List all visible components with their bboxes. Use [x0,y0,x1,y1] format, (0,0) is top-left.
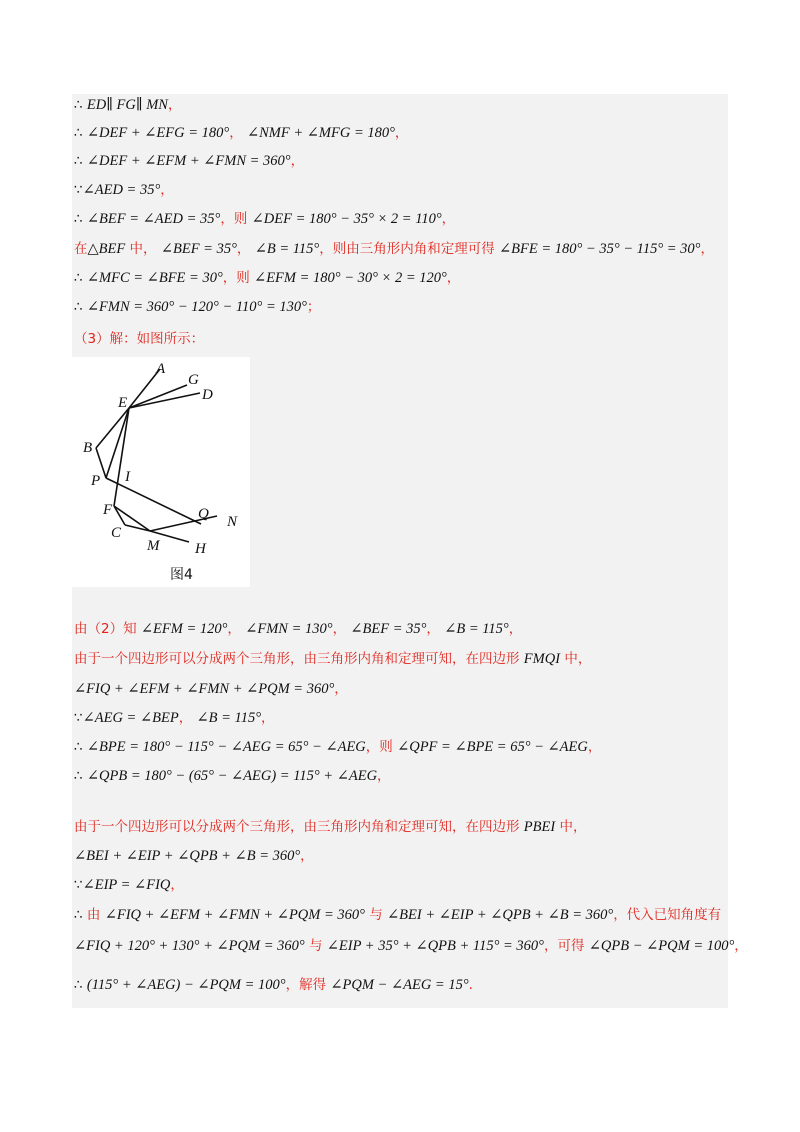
text-fragment: ， [508,621,523,637]
math-expression: ∠EFM = 120° [140,621,228,637]
text-fragment: 由于一个四边形可以分成两个三角形，由三角形内角和定理可知，在四边形 [74,819,524,835]
math-expression: ∠BEF = 35° [350,621,427,637]
text-fragment: ， [426,621,445,637]
math-expression: ∠DEF + ∠EFG = 180° [86,125,230,141]
math-expression: ∠QPF = ∠BPE = 65° − ∠AEG [397,739,588,755]
math-expression: ∠B = 115° [254,241,320,257]
math-expression: ∠FIQ + ∠EFM + ∠FMN + ∠PQM = 360° [104,907,365,923]
label-G: G [188,372,199,388]
solution-line [74,680,348,698]
text-fragment: ， [229,125,247,141]
math-expression: △BEF [87,241,126,257]
solution-line [74,937,748,955]
math-expression: ∠PQM − ∠AEG = 15° [330,977,469,993]
text-fragment: 由于一个四边形可以分成两个三角形，由三角形内角和定理可知，在四边形 [74,651,524,667]
math-expression: ∠BEI + ∠EIP + ∠QPB + ∠B = 360° [387,907,614,923]
math-expression: PBEI [523,819,556,835]
text-fragment: ，则 [220,211,252,227]
math-expression: ∠BFE = 180° − 35° − 115° = 30° [499,241,701,257]
text-fragment: （3）解：如图所示： [74,331,205,347]
math-expression: (115° + ∠AEG) − ∠PQM = 100° [86,977,286,993]
label-Q: Q [198,506,209,522]
figure-4-diagram [72,357,250,587]
math-expression: ∠FIQ + 120° + 130° + ∠PQM = 360° [74,938,305,954]
text-fragment: ∵ [74,877,83,893]
text-fragment: . [468,977,473,993]
solution-line [74,210,455,228]
text-fragment: ， [178,710,197,726]
solution-line [74,709,275,727]
text-fragment: ∴ [74,768,87,784]
math-expression: ∠EFM = 180° − 30° × 2 = 120° [254,270,447,286]
solution-line [74,876,184,894]
text-fragment: ， [446,270,461,286]
solution-line [74,124,408,142]
text-fragment: ∴ [74,977,87,993]
math-expression: FMQI [523,651,561,667]
math-expression: ∠EIP + 35° + ∠QPB + 115° = 360° [326,938,544,954]
text-fragment: 与 [304,938,327,954]
text-fragment: ， [441,211,456,227]
text-fragment: ； [306,299,321,315]
solution-line [74,298,320,316]
text-fragment: ， [734,938,748,954]
text-fragment: ∴ [74,739,87,755]
solution-line [74,330,204,348]
text-fragment: ， [700,241,714,257]
math-expression: ∠B = 115° [444,621,509,637]
text-fragment: ， [332,621,351,637]
math-expression: ∠DEF = 180° − 35° × 2 = 110° [251,211,442,227]
math-expression: ∠AED = 35° [82,182,161,198]
text-fragment: ， [160,182,174,198]
label-B: B [83,440,93,456]
math-expression: ∠EIP = ∠FIQ [82,877,171,893]
math-expression: ∠FIQ + ∠EFM + ∠FMN + ∠PQM = 360° [74,681,335,697]
solution-line [74,181,174,199]
text-fragment: ∴ [74,299,87,315]
text-fragment: ∵ [74,182,83,198]
text-fragment: ， [587,739,602,755]
text-fragment: ，可得 [543,938,589,954]
math-expression: ED∥ FG∥ MN [86,97,168,113]
math-expression: ∠AEG = ∠BEP [82,710,179,726]
text-fragment: ∴ [74,97,87,113]
text-fragment: ，则 [222,270,255,286]
text-fragment: ，则 [365,739,398,755]
text-fragment: ，解得 [285,977,331,993]
geometry-figure [72,357,250,587]
math-expression: ∠BEF = 35° [160,241,237,257]
text-fragment: 由 [86,907,105,923]
solution-line [74,152,304,170]
text-fragment: ， [334,681,348,697]
text-fragment: ， [170,877,184,893]
solution-line [74,906,721,924]
solution-line [74,240,714,258]
label-F: F [103,502,113,518]
text-fragment: ∴ [74,907,87,923]
label-D: D [202,387,213,403]
text-fragment: ，则由三角形内角和定理可得 [319,241,499,257]
solution-line [74,818,587,836]
solution-line [74,96,181,114]
math-expression: ∠BEF = ∠AED = 35° [86,211,221,227]
text-fragment: ∴ [74,153,87,169]
math-expression: ∠DEF + ∠EFM + ∠FMN = 360° [86,153,291,169]
text-fragment: ， [394,125,409,141]
text-fragment: ∴ [74,270,87,286]
text-fragment: ， [167,97,182,113]
label-A: A [156,361,166,377]
text-fragment: ， [300,848,314,864]
math-expression: ∠FMN = 360° − 120° − 110° = 130° [86,299,307,315]
solution-line [74,847,314,865]
text-fragment: ， [377,768,391,784]
label-E: E [118,395,128,411]
label-H: H [195,541,206,557]
label-M: M [147,538,160,554]
solution-line [74,620,522,638]
text-fragment: ， [261,710,275,726]
text-fragment: ∴ [74,125,87,141]
text-fragment: 中， [560,651,592,667]
solution-line [74,976,473,994]
label-I: I [125,469,130,485]
math-expression: ∠BEI + ∠EIP + ∠QPB + ∠B = 360° [74,848,301,864]
label-C: C [111,525,122,541]
text-fragment: ， [227,621,246,637]
label-P: P [91,473,101,489]
math-expression: ∠FMN = 130° [245,621,333,637]
text-fragment: ， [236,241,255,257]
math-expression: ∠NMF + ∠MFG = 180° [246,125,395,141]
label-N: N [227,514,238,530]
text-fragment: 中， [555,819,587,835]
text-fragment: ∵ [74,710,83,726]
math-expression: ∠B = 115° [196,710,261,726]
math-expression: ∠QPB = 180° − (65° − ∠AEG) = 115° + ∠AEG [86,768,378,784]
solution-line [74,738,601,756]
solution-line [74,650,591,668]
text-fragment: 由（2）知 [74,621,141,637]
text-fragment: ， [290,153,305,169]
math-expression: ∠QPB − ∠PQM = 100° [588,938,735,954]
text-fragment: 中， [125,241,161,257]
text-fragment: ∴ [74,211,87,227]
figure-caption: 图4 [170,567,193,583]
segment-EP [106,408,129,478]
solution-line [74,767,391,785]
text-fragment: 与 [364,907,388,923]
text-fragment: ，代入已知角度有 [613,907,722,923]
text-fragment: 在 [74,241,88,257]
solution-line [74,269,460,287]
math-expression: ∠BPE = 180° − 115° − ∠AEG = 65° − ∠AEG [86,739,366,755]
math-expression: ∠MFC = ∠BFE = 30° [86,270,223,286]
